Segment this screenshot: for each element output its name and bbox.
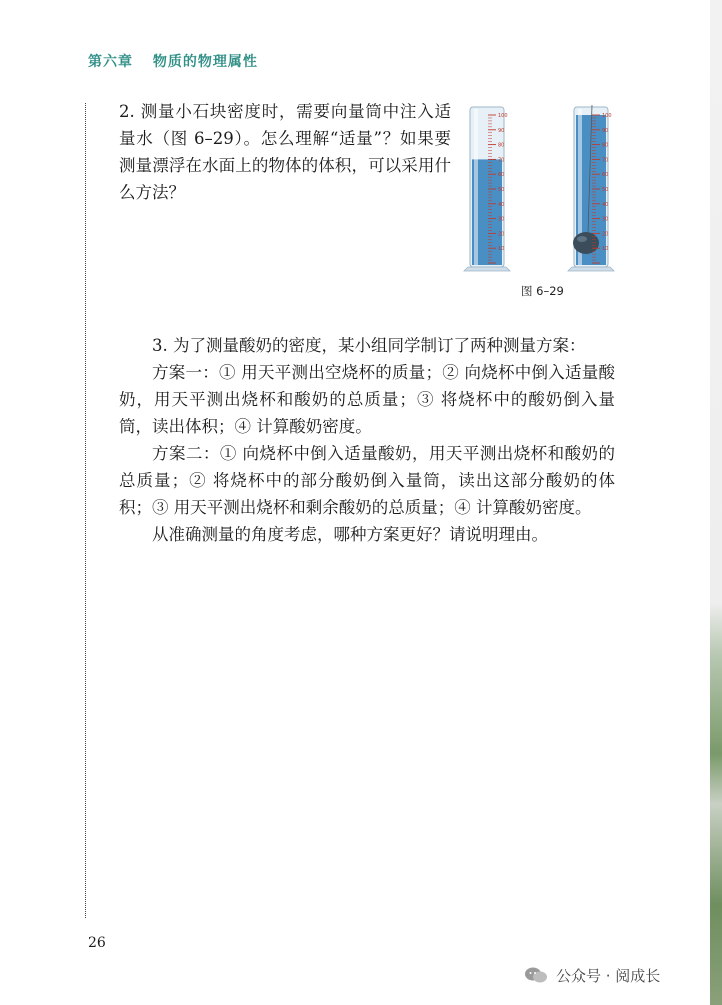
question-3-intro: 3. 为了测量酸奶的密度，某小组同学制订了两种测量方案： — [152, 336, 586, 355]
scale-label: 80 — [602, 142, 609, 149]
margin-rule — [85, 103, 86, 918]
scale-label: 70 — [602, 157, 609, 164]
scale-label: 100 — [498, 113, 508, 119]
scale-label: 50 — [602, 187, 609, 193]
scale-label: 10 — [498, 246, 505, 253]
cylinder-left — [464, 107, 510, 271]
question-3 — [119, 332, 615, 548]
scale-label: 30 — [602, 216, 609, 223]
question-3-prompt: 从准确测量的角度考虑，哪种方案更好？请说明理由。 — [152, 525, 548, 544]
scale-label: 70 — [498, 157, 505, 164]
figure-caption: 图 6–29 — [521, 284, 564, 298]
scale-label: 90 — [602, 127, 609, 134]
figure-6-29 — [462, 103, 622, 278]
question-2: 2. 测量小石块密度时，需要向量筒中注入适量水（图 6–29）。怎么理解“适量”？如果要测量漂浮在水面上的物体的体积，可以采用什么方法？ — [119, 102, 451, 202]
plan-two: 方案二：① 向烧杯中倒入适量酸奶，用天平测出烧杯和酸奶的总质量；② 将烧杯中的部分酸奶倒入量筒，读出这部分酸奶的体积；③ 用天平测出烧杯和剩余酸奶的总质量；④ 计算酸奶密度。 — [119, 444, 615, 517]
chapter-number: 第六章 — [88, 54, 133, 70]
page-edge — [710, 0, 722, 1005]
scale-label: 80 — [498, 142, 505, 149]
cylinder-right — [568, 105, 614, 271]
scale-label: 40 — [602, 201, 609, 208]
chapter-title: 物质的物理属性 — [152, 54, 258, 70]
watermark-text: 公众号 · 阅成长 — [556, 966, 661, 985]
stone — [573, 232, 599, 254]
watermark — [524, 963, 660, 987]
scale-label: 90 — [498, 127, 505, 134]
scale-label: 60 — [602, 172, 609, 179]
scale-label: 10 — [602, 246, 609, 253]
wechat-icon — [524, 966, 548, 984]
scale-label: 20 — [498, 231, 505, 238]
plan-one: 方案一：① 用天平测出空烧杯的质量；② 向烧杯中倒入适量酸奶，用天平测出烧杯和酸奶的总质量；③ 将烧杯中的酸奶倒入量筒，读出体积；④ 计算酸奶密度。 — [119, 363, 615, 436]
running-head — [88, 51, 272, 71]
scale-label: 20 — [602, 231, 609, 238]
scale-label: 50 — [498, 187, 505, 193]
scale-label: 100 — [602, 113, 612, 119]
graduated-cylinders-illustration — [462, 103, 622, 278]
scale-label: 30 — [498, 216, 505, 223]
scale-label: 40 — [498, 201, 505, 208]
scale-label: 60 — [498, 172, 505, 179]
page-number: 26 — [88, 935, 106, 951]
